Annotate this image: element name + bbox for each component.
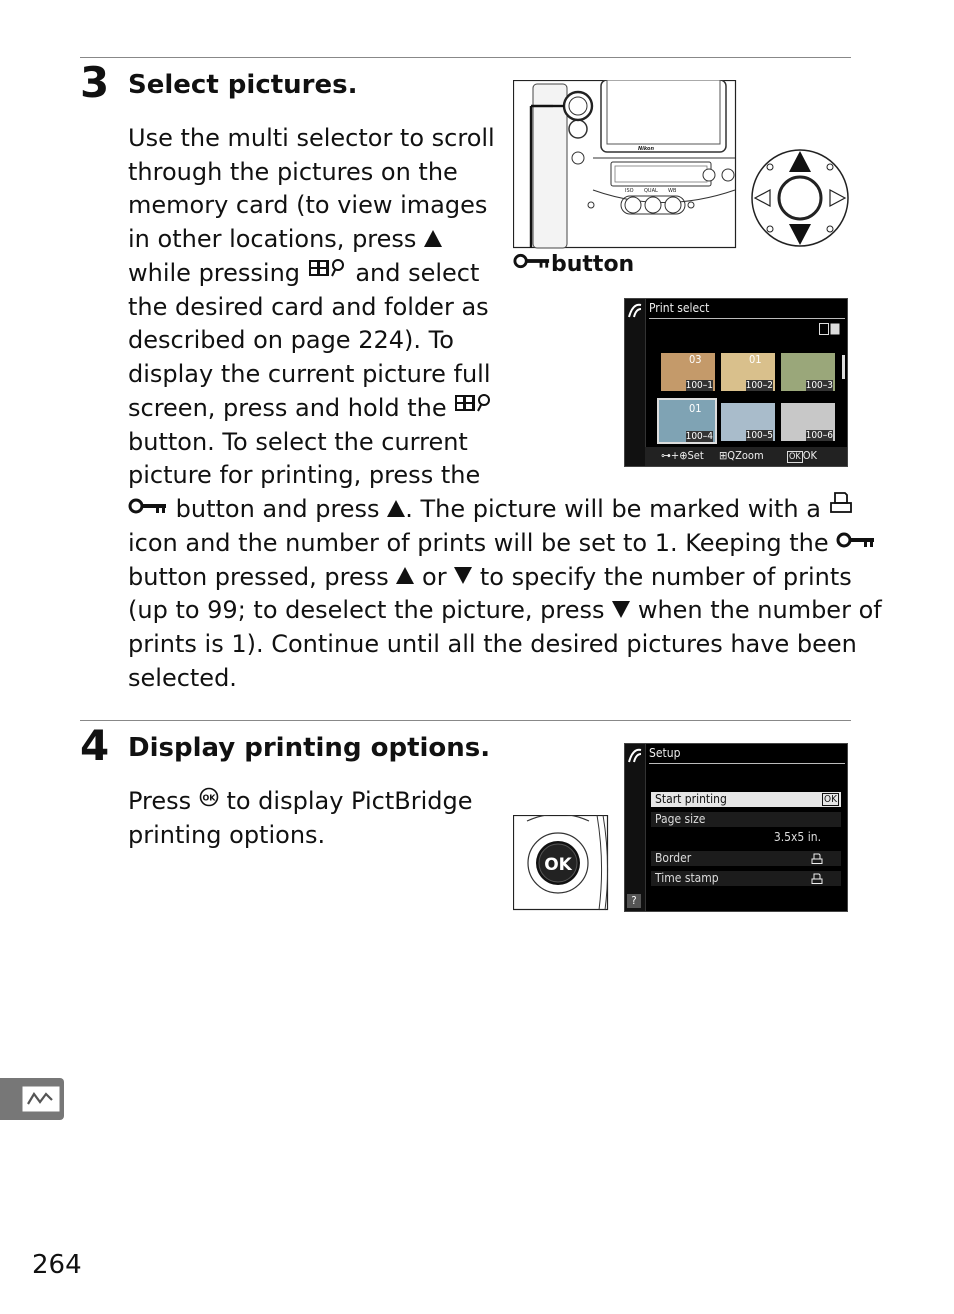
- menu-item-page-size-value: 3.5x5 in.: [773, 830, 821, 844]
- camera-back-illustration: [513, 80, 738, 250]
- ok-button-icon: [199, 783, 219, 817]
- ok-button-illustration: [513, 815, 609, 911]
- step-body: [128, 785, 472, 853]
- screen-title: Setup: [649, 746, 681, 760]
- key-plus-dial-icon: ⊶+⊕: [661, 449, 688, 462]
- body-line: button. To select the current: [128, 427, 468, 456]
- body-line: button pressed, press or to specify the number of prints: [128, 562, 852, 591]
- print-icon: [811, 853, 823, 868]
- body-line: printing options.: [128, 820, 326, 849]
- body-line: Press OK to display PictBridge: [128, 785, 472, 819]
- section-divider: [80, 720, 851, 721]
- thumbnail[interactable]: 100–3: [781, 353, 835, 391]
- screen-title: Print select: [649, 301, 710, 315]
- step-title: Select pictures.: [128, 70, 358, 100]
- chapter-tab[interactable]: [0, 1078, 64, 1120]
- button-caption: button: [513, 252, 634, 278]
- body-line: in other locations, press: [128, 223, 882, 257]
- pictbridge-icon: [625, 299, 645, 321]
- menu-item-start-printing[interactable]: Start printing OK: [651, 792, 841, 807]
- thumbnail-zoom-out-icon: [308, 255, 348, 289]
- thumbnail[interactable]: 100–6: [781, 403, 835, 441]
- section-divider: [80, 57, 851, 58]
- connection-icon: [22, 1086, 60, 1112]
- step-title: Display printing options.: [128, 733, 491, 763]
- print-icon: [811, 873, 823, 888]
- body-line: memory card (to view images: [128, 191, 488, 220]
- protect-key-icon: [128, 491, 168, 525]
- up-arrow-icon: [424, 230, 442, 247]
- svg-text:OK: OK: [544, 855, 572, 875]
- setup-screen: [624, 743, 848, 912]
- camera-label: QUAL: [644, 188, 658, 194]
- camera-label: WB: [668, 188, 677, 194]
- body-line: selected.: [128, 663, 237, 692]
- menu-item-time-stamp[interactable]: Time stamp: [651, 871, 841, 886]
- pictbridge-icon: [625, 744, 645, 766]
- thumbnail-zoom-out-icon: [454, 390, 494, 424]
- body-line: icon and the number of prints will be set to 1. Keeping the: [128, 527, 882, 561]
- up-arrow-icon: [396, 567, 414, 584]
- body-line: prints is 1). Continue until all the desired pictures have been: [128, 630, 857, 659]
- camera-brand: Nikon: [638, 146, 655, 152]
- help-icon: ?: [627, 894, 641, 908]
- print-select-screen: [624, 298, 848, 467]
- protect-key-icon: [836, 525, 876, 559]
- screen-footer: ⊶+⊕Set ⊞QZoom OK OK: [645, 447, 847, 466]
- multi-selector-illustration: [750, 148, 850, 248]
- svg-text:OK: OK: [202, 793, 216, 803]
- body-line: described on page 224). To: [128, 326, 454, 355]
- thumbnail-selected[interactable]: 01 100–4: [659, 400, 715, 442]
- zoom-icon: ⊞Q: [719, 449, 736, 462]
- page-number: 264: [32, 1250, 82, 1280]
- menu-item-page-size[interactable]: Page size: [651, 812, 841, 827]
- scrollbar[interactable]: [842, 355, 845, 379]
- thumbnail[interactable]: 01 100–2: [721, 353, 775, 391]
- card-slot-icon: [819, 323, 839, 334]
- camera-label: ISO: [625, 188, 634, 194]
- body-line: Use the multi selector to scroll: [128, 124, 495, 152]
- body-line: through the pictures on the: [128, 157, 458, 186]
- body-line: (up to 99; to deselect the picture, press when the number of: [128, 596, 882, 625]
- screen-sidebar: [625, 299, 646, 466]
- down-arrow-icon: [454, 567, 472, 584]
- screen-sidebar: [625, 744, 646, 911]
- body-line: display the current picture full: [128, 360, 491, 389]
- body-line: button and press . The picture will be marked with a: [128, 493, 882, 527]
- up-arrow-icon: [387, 500, 405, 517]
- thumbnail[interactable]: 100–5: [721, 403, 775, 441]
- protect-key-icon: [513, 251, 551, 276]
- title-rule: [649, 318, 845, 319]
- step-number: 3: [80, 58, 110, 107]
- body-line: screen, press and hold the: [128, 392, 882, 426]
- title-rule: [649, 763, 845, 764]
- print-icon: [829, 491, 853, 525]
- thumbnail[interactable]: 03 100–1: [661, 353, 715, 391]
- menu-item-border[interactable]: Border: [651, 851, 841, 866]
- down-arrow-icon: [612, 601, 630, 618]
- step-number: 4: [80, 721, 110, 770]
- body-line: while pressing and select: [128, 257, 882, 291]
- body-line: the desired card and folder as: [128, 292, 489, 321]
- body-line: picture for printing, press the: [128, 461, 481, 490]
